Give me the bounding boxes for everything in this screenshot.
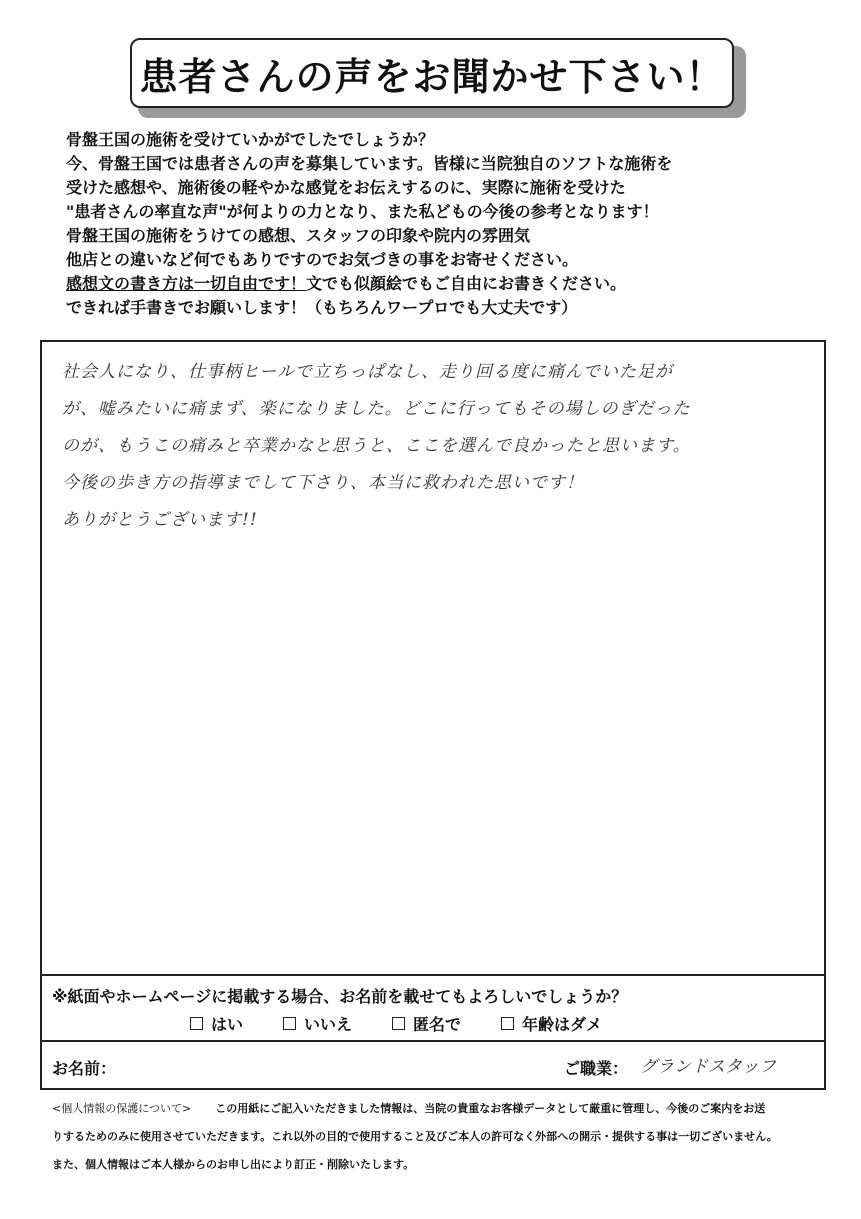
checkbox-icon[interactable] (190, 1017, 203, 1030)
option-label: 匿名で (413, 1015, 462, 1034)
title-box (130, 38, 734, 108)
intro-line-last: できれば手書きでお願いします！（もちろんワープロでも大丈夫です） (66, 298, 578, 317)
privacy-notice (52, 1100, 822, 1184)
option-no[interactable] (283, 1012, 352, 1035)
intro-text (66, 128, 836, 320)
comment-line: 今後の歩き方の指導までして下さり、本当に救われた思いです！ (62, 473, 584, 493)
privacy-line: また、個人情報はご本人様からのお申し出により訂正・削除いたします。 (52, 1158, 415, 1171)
comment-line: ありがとうございます!! (62, 510, 258, 530)
privacy-text: この用紙にご記入いただきました情報は、当院の貴重なお客様データとして厳重に管理し、今後のご案内をお送 (215, 1102, 766, 1115)
name-consent-section (42, 974, 824, 1042)
intro-line: 骨盤王国の施術を受けていかがでしたでしょうか？ (66, 130, 435, 149)
option-no-age[interactable] (501, 1012, 602, 1035)
option-yes[interactable] (190, 1012, 243, 1035)
comment-line: 社会人になり、仕事柄ヒールで立ちっぱなし、走り回る度に痛んでいた足が (62, 362, 673, 382)
checkbox-icon[interactable] (392, 1017, 405, 1030)
occupation-label: ご職業： (564, 1059, 629, 1078)
intro-line: "患者さんの率直な声"が何よりの力となり、また私どもの今後の参考となります！ (66, 202, 659, 221)
privacy-line (52, 1100, 822, 1128)
option-label: いいえ (304, 1015, 353, 1034)
comment-line: のが、もうこの痛みと卒業かなと思うと、ここを選んで良かったと思います。 (62, 436, 691, 456)
comment-line: が、嘘みたいに痛まず、楽になりました。どこに行ってもその場しのぎだった (62, 399, 691, 419)
comment-form-box (40, 340, 826, 1090)
consent-options (190, 1012, 602, 1035)
intro-line: 受けた感想や、施術後の軽やかな感覚をお伝えするのに、実際に施術を受けた (66, 178, 626, 197)
free-writing-notice: 感想文の書き方は一切自由です！ (66, 274, 307, 293)
checkbox-icon[interactable] (283, 1017, 296, 1030)
privacy-heading: <個人情報の保護について> (52, 1102, 192, 1115)
intro-line: 今、骨盤王国では患者さんの声を募集しています。皆様に当院独自のソフトな施術を (66, 154, 673, 173)
name-occupation-row (42, 1040, 824, 1090)
consent-question: ※紙面やホームページに掲載する場合、お名前を載せてもよろしいでしょうか？ (52, 987, 628, 1006)
privacy-line: りするためのみに使用させていただきます。これ以外の目的で使用すること及びご本人の許可なく外部への開示・提供する事は一切ございません。 (52, 1130, 778, 1143)
intro-line-free (66, 272, 836, 296)
handwritten-comment (62, 354, 812, 539)
name-label: お名前： (52, 1059, 117, 1078)
option-label: 年齢はダメ (522, 1015, 603, 1034)
occupation-value: グランドスタッフ (640, 1057, 776, 1077)
page-title: 患者さんの声をお聞かせ下さい！ (139, 54, 725, 99)
option-anonymous[interactable] (392, 1012, 461, 1035)
checkbox-icon[interactable] (501, 1017, 514, 1030)
free-writing-rest: 文でも似顔絵でもご自由にお書きください。 (306, 274, 627, 293)
intro-line: 骨盤王国の施術をうけての感想、スタッフの印象や院内の雰囲気 (66, 226, 531, 245)
intro-line: 他店との違いなど何でもありですのでお気づきの事をお寄せください。 (66, 250, 579, 269)
option-label: はい (211, 1015, 244, 1034)
